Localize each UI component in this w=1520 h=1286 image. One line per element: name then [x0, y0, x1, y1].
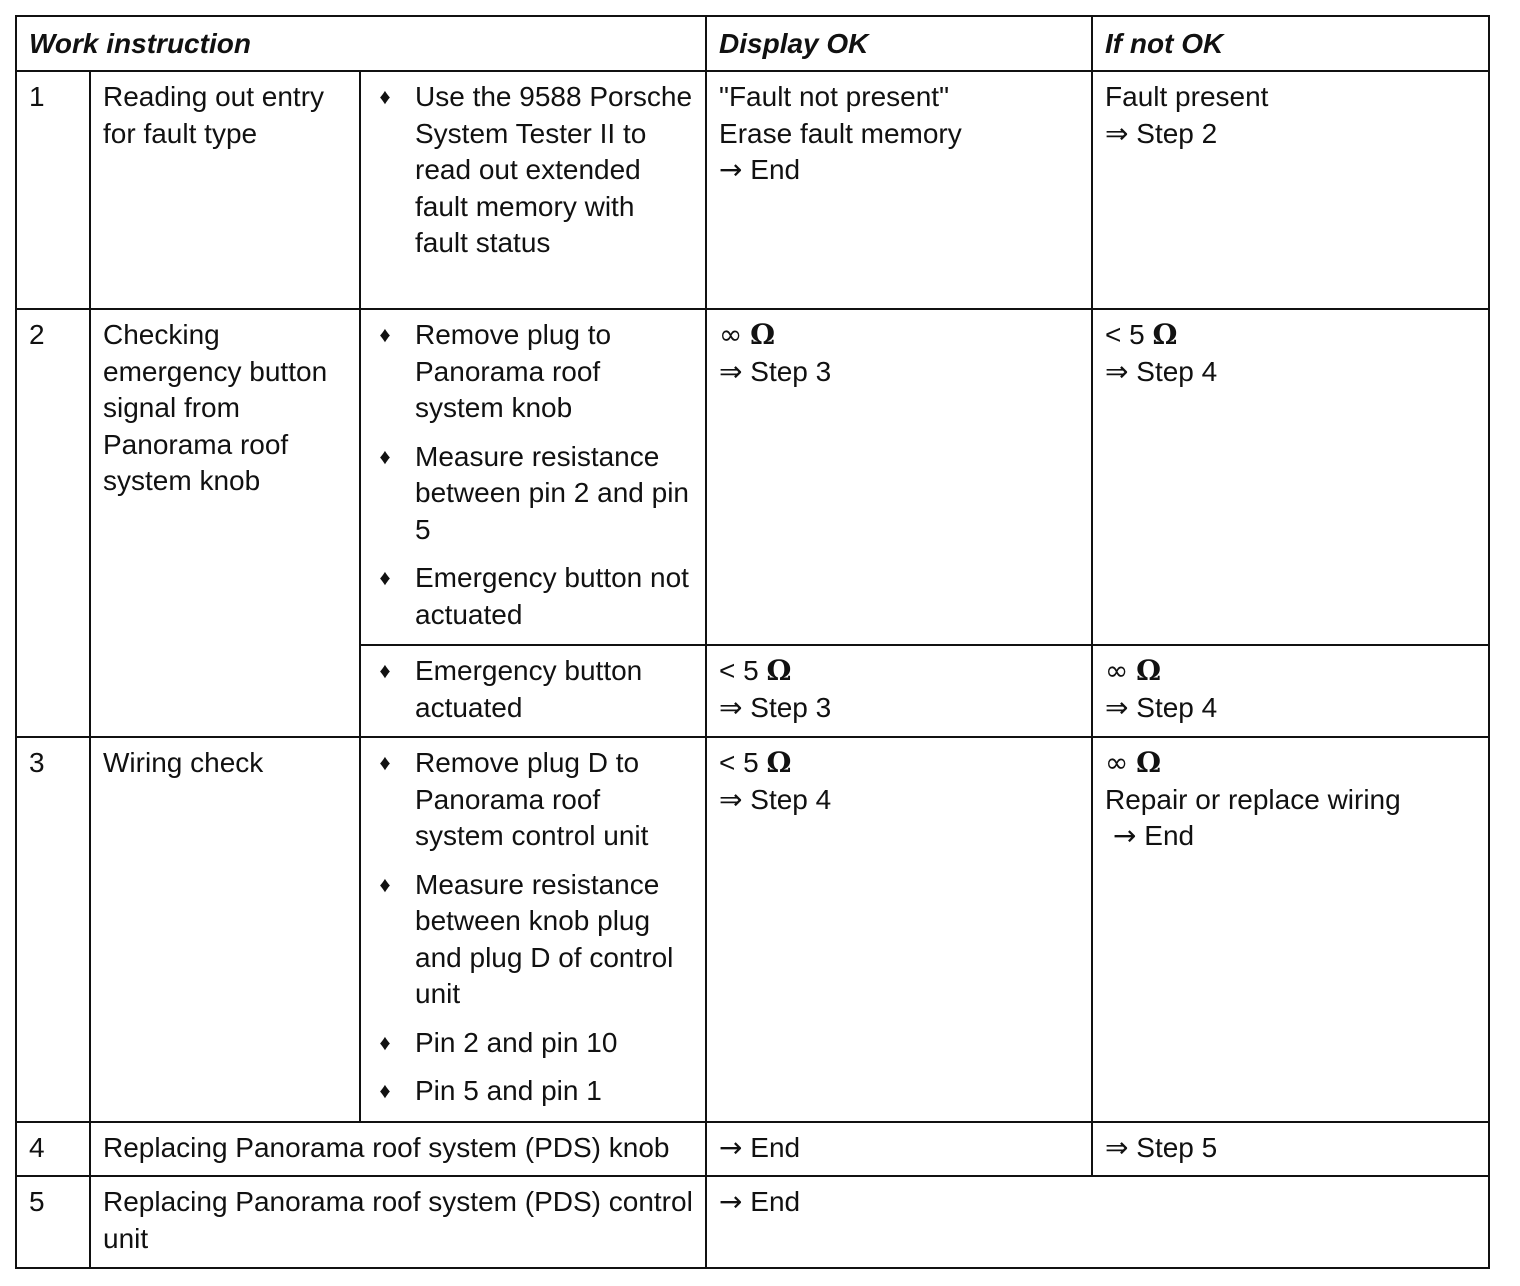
step-row-4 [16, 1122, 1489, 1176]
step-actions [360, 309, 706, 645]
step-number: 2 [16, 309, 90, 737]
if-not-ok-cell: Fault present ⇒ Step 2 [1092, 71, 1489, 309]
action-item: ♦ Pin 2 and pin 10 [373, 1025, 693, 1062]
step-arrow-icon: ⇒ [1105, 690, 1129, 724]
step-task: Wiring check [90, 737, 360, 1122]
step-arrow-icon: ⇒ [1105, 1131, 1129, 1164]
step-arrow-icon: ⇒ [719, 690, 743, 724]
display-ok-cell: "Fault not present" Erase fault memory → End [706, 71, 1092, 309]
end-arrow-icon: → [719, 153, 743, 186]
display-ok-cell: < 5 Ω ⇒ Step 4 [706, 737, 1092, 1122]
step-row-1 [16, 71, 1489, 309]
action-item: ♦ Pin 5 and pin 1 [373, 1073, 693, 1110]
step-actions [360, 737, 706, 1122]
bullet-diamond-icon: ♦ [379, 565, 391, 590]
step-task: Replacing Panorama roof system (PDS) knob [90, 1122, 706, 1176]
bullet-diamond-icon: ♦ [379, 1029, 391, 1055]
header-row [16, 16, 1489, 71]
display-ok-cell: → End [706, 1176, 1489, 1268]
step-task: Reading out entry for fault type [90, 71, 360, 309]
step-task: Replacing Panorama roof system (PDS) control unit [90, 1176, 706, 1268]
action-item: ♦ Remove plug to Panorama roof system knob [373, 317, 693, 427]
step-arrow-icon: ⇒ [1105, 116, 1129, 150]
step-arrow-icon: ⇒ [719, 782, 743, 816]
step-row-3 [16, 737, 1489, 1122]
header-if-not-ok: If not OK [1092, 16, 1489, 71]
step-number: 3 [16, 737, 90, 1122]
step-number: 5 [16, 1176, 90, 1268]
work-instruction-table [15, 15, 1490, 1269]
end-arrow-icon: → [719, 1185, 743, 1218]
action-item: ♦ Measure resistance between pin 2 and pin 5 [373, 439, 693, 549]
step-arrow-icon: ⇒ [719, 354, 743, 388]
step-arrow-icon: ⇒ [1105, 354, 1129, 388]
bullet-diamond-icon: ♦ [379, 658, 391, 683]
step-number: 4 [16, 1122, 90, 1176]
if-not-ok-cell: < 5 Ω ⇒ Step 4 [1092, 309, 1489, 645]
bullet-diamond-icon: ♦ [379, 443, 391, 469]
header-display-ok: Display OK [706, 16, 1092, 71]
bullet-diamond-icon: ♦ [379, 1078, 391, 1103]
action-item: ♦ Measure resistance between knob plug and plug D of control unit [373, 867, 693, 1013]
step-row-2 [16, 309, 1489, 645]
display-ok-cell: ∞ Ω ⇒ Step 3 [706, 309, 1092, 645]
step-task: Checking emergency button signal from Panorama roof system knob [90, 309, 360, 737]
bullet-diamond-icon: ♦ [379, 750, 391, 775]
step-row-5 [16, 1176, 1489, 1268]
if-not-ok-cell: ⇒ Step 5 [1092, 1122, 1489, 1176]
display-ok-cell: → End [706, 1122, 1092, 1176]
bullet-diamond-icon: ♦ [379, 871, 391, 897]
action-item: ♦ Use the 9588 Porsche System Tester II to read out extended fault memory with fault status [373, 79, 693, 262]
step-actions [360, 71, 706, 309]
step-actions [360, 645, 706, 737]
action-item: ♦ Emergency button actuated [373, 653, 693, 726]
if-not-ok-cell: ∞ Ω ⇒ Step 4 [1092, 645, 1489, 737]
action-item: ♦ Emergency button not actuated [373, 560, 693, 633]
step-number: 1 [16, 71, 90, 309]
bullet-diamond-icon: ♦ [379, 322, 391, 347]
end-arrow-icon: → [719, 1131, 743, 1164]
bullet-diamond-icon: ♦ [379, 84, 391, 109]
header-work-instruction: Work instruction [16, 16, 706, 71]
end-arrow-icon: → [1113, 819, 1137, 852]
if-not-ok-cell: ∞ Ω Repair or replace wiring → End [1092, 737, 1489, 1122]
display-ok-cell: < 5 Ω ⇒ Step 3 [706, 645, 1092, 737]
action-item: ♦ Remove plug D to Panorama roof system control unit [373, 745, 693, 855]
